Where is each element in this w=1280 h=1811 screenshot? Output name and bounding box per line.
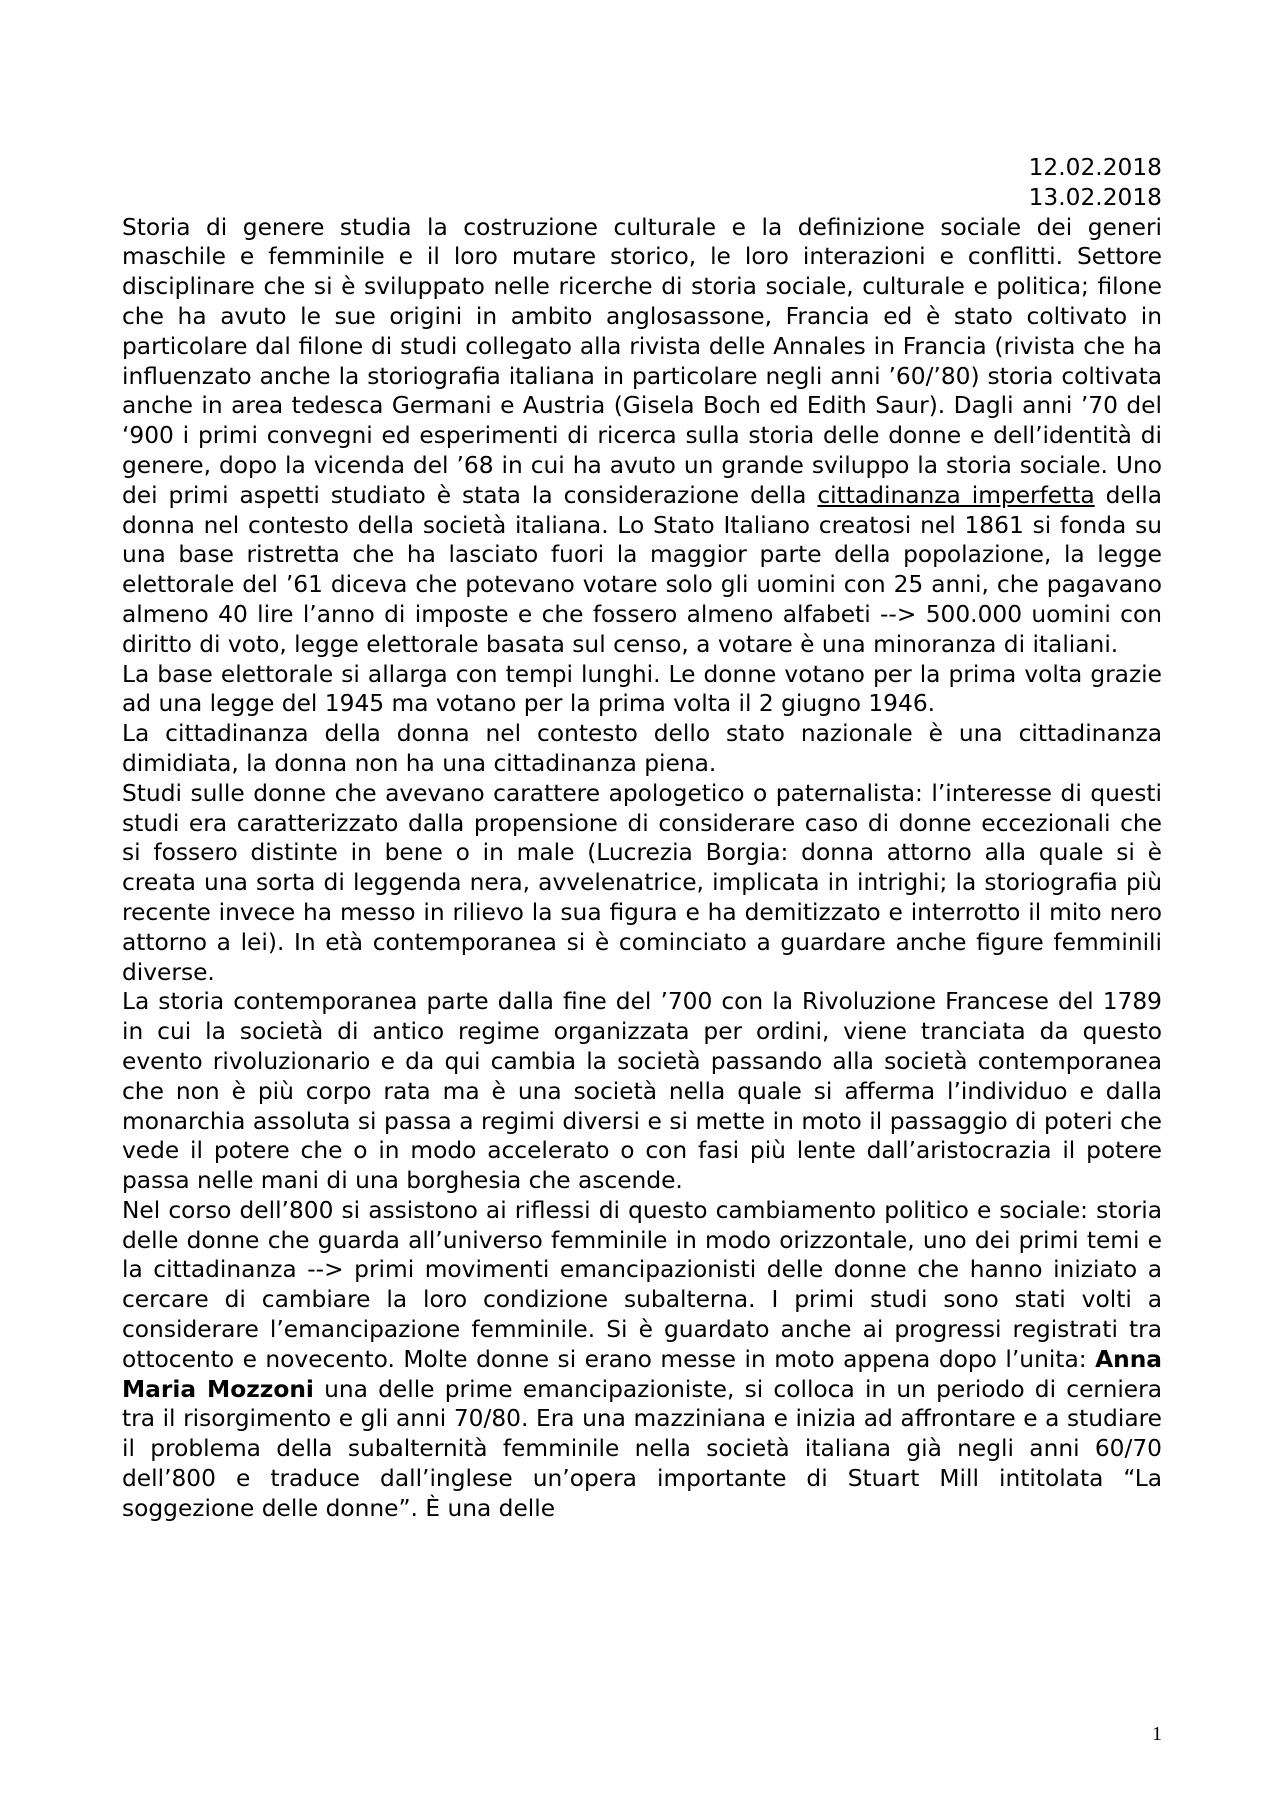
date-line-2: 13.02.2018 [1028,183,1162,211]
paragraph-citizenship: La cittadinanza della donna nel contesto dello stato nazionale è una cittadinanza dimidiata, la donna non ha una cittadinanza piena. [122,720,1162,777]
paragraph-electoral-base: La base elettorale si allarga con tempi lunghi. Le donne votano per la prima volta grazie ad una legge del 1945 ma votano per la prima volta il 2 giugno 1946. [122,660,1162,718]
paragraph-contemporary-history: La storia contemporanea parte dalla fine del ’700 con la Rivoluzione Francese del 1789 in cui la società di antico regime organizzata per ordini, viene tranciata da questo evento rivoluzionario e da qui cambia la società passando alla società contemporanea che non è più corpo rata ma è una società nella quale si afferma l’individuo e dalla monarchia assoluta si passa a regimi diversi e si mette in moto il passaggio di poteri che vede il potere che o in modo accelerato o con fasi più lente dall’aristocrazia il potere passa nelle mani di una borghesia che ascende. [122,988,1162,1195]
paragraph-text: della donna nel contesto della società italiana. Lo Stato Italiano creatosi nel 1861 si fonda su una base ristretta che ha lasciato fuori la maggior parte della popolazione, la legge elettorale del ’61 diceva che potevano votare solo gli uomini con 25 anni, che pagavano almeno 40 lire l’anno di imposte e che fossero almeno alfabeti --> 500.000 uomini con diritto di voto, legge elettorale basata sul censo, a votare è una minoranza di italiani. [122,481,1162,658]
date-line-1: 12.02.2018 [1028,154,1162,181]
page-number: 1 [1152,1723,1162,1745]
paragraph-text: Nel corso dell’800 si assistono ai riflessi di questo cambiamento politico e sociale: storia delle donne che guarda all’universo femminile in modo orizzontale, uno dei primi temi e la cittadinanza --> primi movimenti emancipazionisti delle donne che hanno iniziato a cercare di cambiare la loro condizione subalterna. I primi studi sono stati volti a considerare l’emancipazione femminile. Si è guardato anche ai progressi registrati tra ottocento e novecento. Molte donne si erano messe in moto appena dopo l’unita: [122,1196,1162,1373]
paragraph-text: Storia di genere studia la costruzione culturale e la definizione sociale dei generi maschile e femminile e il loro mutare storico, le loro interazioni e conflitti. Settore disciplinare che si è sviluppato nelle ricerche di storia sociale, culturale e politica; filone che ha avuto le sue origini in ambito anglosassone, Francia ed è stato coltivato in particolare dal filone di studi collegato alla rivista delle Annales in Francia (rivista che ha influenzato anche la storiografia italiana in particolare negli anni ’60/’80) storia coltivata anche in area tedesca Germani e Austria (Gisela Boch ed Edith Saur). Dagli anni ’70 del ‘900 i primi convegni ed esperimenti di ricerca sulla storia delle donne e dell’identità di genere, dopo la vicenda del ’68 in cui ha avuto un grande sviluppo la storia sociale. Uno dei primi aspetti studiato è stata la considerazione della [122,213,1162,509]
underlined-term: cittadinanza imperfetta [817,481,1095,509]
document-body [122,153,1162,1524]
paragraph-text: una delle prime emancipazioniste, si colloca in un periodo di cerniera tra il risorgimento e gli anni 70/80. Era una mazziniana e inizia ad affrontare e a studiare il problema della subalternità femminile nella società italiana già negli anni 60/70 dell’800 e traduce dall’inglese un’opera importante di Stuart Mill intitolata “La soggezione delle donne”. È una delle [122,1375,1162,1522]
paragraph-gender-history [122,213,1162,660]
bold-name: Anna Maria Mozzoni [122,1345,1162,1403]
paragraph-emancipation [122,1196,1162,1524]
paragraph-women-studies: Studi sulle donne che avevano carattere apologetico o paternalista: l’interesse di questi studi era caratterizzato dalla propensione di considerare caso di donne eccezionali che si fossero distinte in bene o in male (Lucrezia Borgia: donna attorno alla quale si è creata una sorta di leggenda nera, avvelenatrice, implicata in intrighi; la storiografia più recente invece ha messo in rilievo la sua figura e ha demitizzato e interrotto il mito nero attorno a lei). In età contemporanea si è cominciato a guardare anche figure femminili diverse. [122,779,1162,986]
